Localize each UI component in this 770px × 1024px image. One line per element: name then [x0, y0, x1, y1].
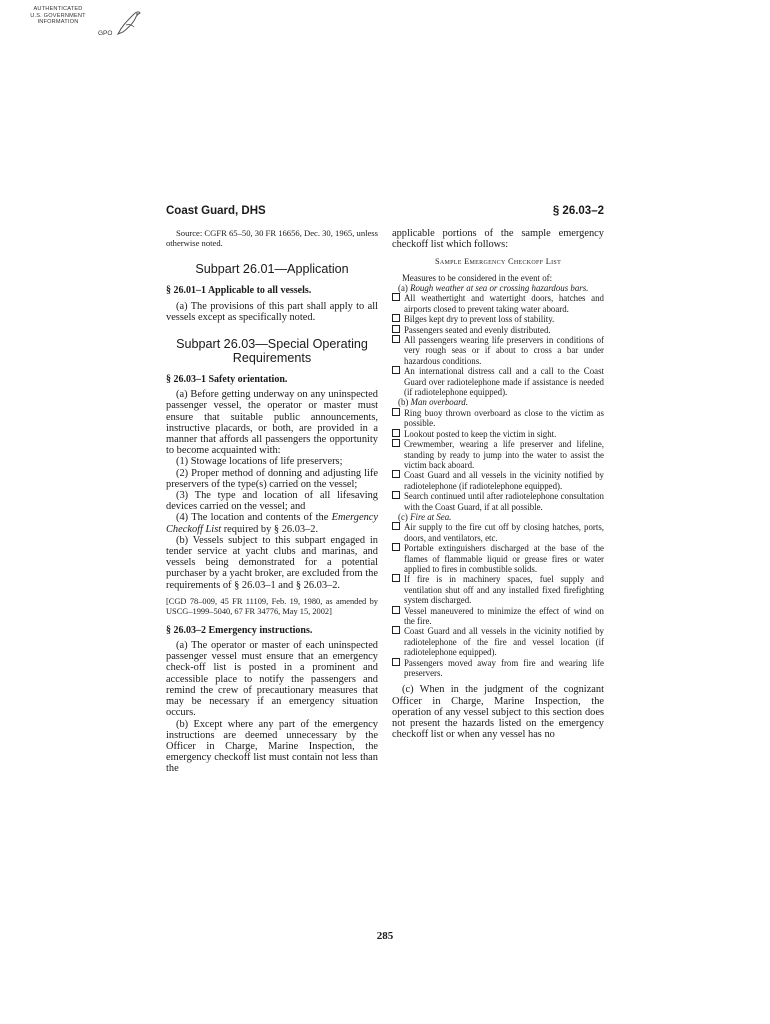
checklist-item-text: Coast Guard and all vessels in the vicinity notified by radiotelephone of the fire and vessel location (if radiotelephone equipped).: [404, 626, 604, 658]
checklist-item-text: An international distress call and a call to the Coast Guard over radiotelephone made if assistance is needed (if radiotelephone equipped).: [404, 366, 604, 398]
paragraph: (a) The provisions of this part shall apply to all vessels except as specifically noted.: [166, 300, 378, 323]
subpart-heading: Subpart 26.03—Special Operating Requirements: [176, 337, 368, 366]
paragraph: (1) Stowage locations of life preservers;: [176, 456, 343, 468]
checklist-item: [392, 314, 604, 324]
checklist-item: [392, 606, 604, 627]
checkbox-icon: [392, 293, 400, 301]
subpart-heading: Subpart 26.01—Application: [195, 262, 349, 277]
checkbox-icon: [392, 522, 400, 530]
source-note: Source: CGFR 65–50, 30 FR 16656, Dec. 30, 1965, unless otherwise noted.: [166, 228, 378, 249]
checklist-item: [392, 543, 604, 574]
checklist-item: [392, 626, 604, 657]
list-label: (a): [398, 283, 411, 294]
paragraph: (c) When in the judgment of the cognizant Officer in Charge, Marine Inspection, the operation of any vessel subject to this section does not present the hazards listed on the emergency checkoff list or when any vessel has no: [392, 684, 604, 741]
section-heading: § 26.01–1 Applicable to all vessels.: [166, 285, 312, 297]
checkbox-icon: [392, 470, 400, 478]
checklist-item: [392, 325, 604, 335]
stamp-line: AUTHENTICATED: [33, 6, 83, 12]
checklist-item: [392, 574, 604, 605]
checklist-item: [392, 522, 604, 543]
checkbox-icon: [392, 335, 400, 343]
running-header: [166, 205, 604, 221]
checkbox-icon: [392, 626, 400, 634]
checkbox-icon: [392, 314, 400, 322]
emphasis-text: Emergency Checkoff List: [166, 512, 378, 535]
stamp-line: INFORMATION: [37, 19, 79, 26]
checklist-item: [392, 470, 604, 491]
checklist-item-text: Passengers seated and evenly distributed.: [404, 324, 551, 335]
list-subheading-text: Fire at Sea.: [410, 511, 452, 522]
paragraph: (b) Except where any part of the emergency instructions are deemed unnecessary by the Officer in Charge, Marine Inspection, the emergency checkoff list must contain not less than the: [166, 718, 378, 775]
list-subheading: [392, 283, 604, 293]
checkbox-icon: [392, 574, 400, 582]
paragraph: (a) Before getting underway on any uninspected passenger vessel, the operator or master must ensure that suitable public announcements, instructive placards, or both, are provided in a manner that affords all passengers the opportunity to become acquainted with:: [166, 389, 378, 457]
checklist-item-text: Ring buoy thrown overboard as close to the victim as possible.: [404, 407, 604, 429]
section-heading: § 26.03–1 Safety orientation.: [166, 374, 288, 386]
paragraph: (b) Vessels subject to this subpart engaged in tender service at yacht clubs and marinas, and vessels being demonstrated for a potential purchaser by a yacht broker, are excluded from the requirements of § 26.03–1 and § 26.03–2.: [166, 534, 378, 591]
checklist-group: [392, 522, 604, 678]
text-run: (4) The location and contents of the: [176, 512, 332, 524]
list-subheading: [392, 397, 604, 407]
citation: [CGD 78–009, 45 FR 11109, Feb. 19, 1980, as amended by USCG–1999–5040, 67 FR 34776, May 15, 2002]: [166, 596, 378, 616]
paragraph: (3) The type and location of all lifesaving devices carried on the vessel; and: [166, 490, 378, 513]
list-title: Sample Emergency Checkoff List: [434, 257, 562, 267]
checkbox-icon: [392, 366, 400, 374]
checkbox-icon: [392, 439, 400, 447]
checklist-item-text: Portable extinguishers discharged at the base of the flames of flammable liquid or grease fires or water applied to fires in combustible solids.: [404, 543, 604, 574]
checklist-item-text: Bilges kept dry to prevent loss of stability.: [404, 314, 555, 325]
checkbox-icon: [392, 429, 400, 437]
stamp-gpo: GPO: [98, 30, 113, 37]
checkbox-icon: [392, 408, 400, 416]
right-column: [392, 228, 604, 740]
checklist-item-text: Crewmember, wearing a life preserver and lifeline, standing by ready to jump into the water to assist the victim back aboard.: [404, 439, 604, 470]
checklist-item-text: Search continued until after radiotelephone consultation with the Coast Guard, if at all possible.: [404, 491, 604, 512]
checklist-item-text: Coast Guard and all vessels in the vicinity notified by radiotelephone (if radiotelephone equipped).: [404, 470, 604, 491]
header-agency: Coast Guard, DHS: [166, 205, 266, 217]
checklist-item-text: All weathertight and watertight doors, hatches and airports closed to prevent taking water aboard.: [404, 293, 604, 314]
list-subheading-text: Rough weather at sea or crossing hazardous bars.: [410, 283, 589, 294]
list-intro: Measures to be considered in the event of:: [402, 272, 553, 283]
checklist-item-text: Air supply to the fire cut off by closing hatches, ports, doors, and ventilators, etc.: [404, 522, 604, 543]
checklist-item: [392, 408, 604, 429]
checkbox-icon: [392, 606, 400, 614]
checklist-item-text: Lookout posted to keep the victim in sight.: [404, 428, 557, 439]
checklist-item: [392, 429, 604, 439]
page-number: 285: [376, 930, 394, 942]
checklist-item: [392, 439, 604, 470]
checklist-item-text: Passengers moved away from fire and wearing life preservers.: [404, 657, 604, 679]
text-run: required by § 26.03–2.: [221, 523, 319, 535]
checklist-item: [392, 335, 604, 366]
checklist-item-text: Vessel maneuvered to minimize the effect of wind on the fire.: [404, 605, 604, 627]
checkbox-icon: [392, 658, 400, 666]
checklist-group: [392, 408, 604, 512]
paragraph: applicable portions of the sample emergency checkoff list which follows:: [392, 228, 604, 251]
stamp-text: [22, 6, 94, 26]
checklist-group: [392, 293, 604, 397]
checklist-item: [392, 658, 604, 679]
left-column: [166, 228, 378, 775]
checklist-item: [392, 366, 604, 397]
header-section: § 26.03–2: [552, 205, 604, 217]
list-subheading: [392, 512, 604, 522]
checklist-item: [392, 293, 604, 314]
checklist-item: [392, 491, 604, 512]
authentication-stamp: [22, 6, 142, 48]
stamp-line: U.S. GOVERNMENT: [30, 12, 86, 19]
checkbox-icon: [392, 491, 400, 499]
checkbox-icon: [392, 543, 400, 551]
list-subheading-text: Man overboard.: [410, 397, 468, 408]
checkoff-list: [392, 273, 604, 679]
paragraph: (a) The operator or master of each uninspected passenger vessel must ensure that an emergency check-off list is posted in a prominent and accessible place to notify the passengers and remind the crew of precautionary measures that may be necessary if an emergency situation occurs.: [166, 640, 378, 719]
eagle-seal-icon: [114, 8, 142, 38]
section-heading: § 26.03–2 Emergency instructions.: [166, 624, 313, 636]
paragraph: (2) Proper method of donning and adjusting life preservers of the type(s) carried on the vessel;: [166, 467, 378, 490]
list-label: (c): [398, 511, 411, 522]
list-label: (b): [398, 397, 411, 408]
checkbox-icon: [392, 325, 400, 333]
checklist-item-text: All passengers wearing life preservers in conditions of very rough seas or if about to cross a bar under hazardous conditions.: [404, 335, 604, 366]
checklist-item-text: If fire is in machinery spaces, fuel supply and ventilation shut off and any installed fixed firefighting system discharged.: [404, 574, 604, 606]
paragraph: [166, 512, 378, 534]
